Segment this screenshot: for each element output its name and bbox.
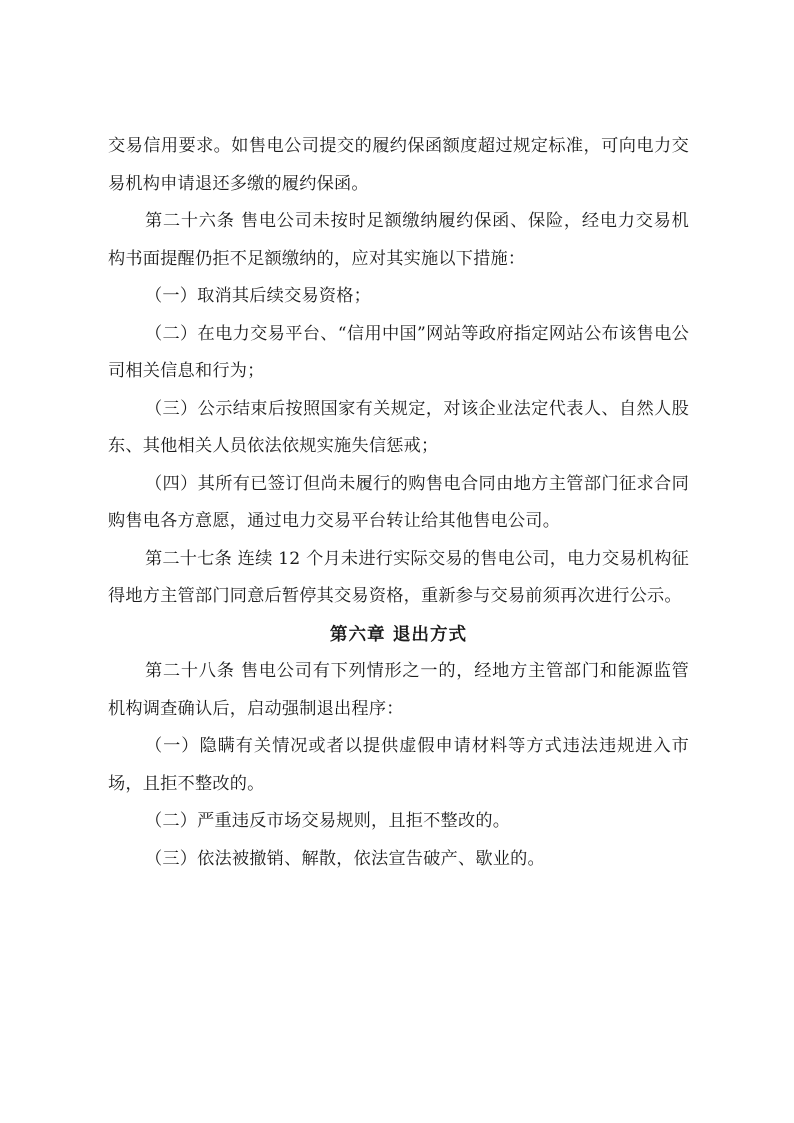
paragraph-article-26-item-3: （三）公示结束后按照国家有关规定，对该企业法定代表人、自然人股东、其他相关人员依法依规实施失信惩戒； xyxy=(108,398,689,456)
paragraph-article-27: 第二十七条 连续 12 个月未进行实际交易的售电公司，电力交易机构征得地方主管部门同意后暂停其交易资格，重新参与交易前须再次进行公示。 xyxy=(108,548,689,606)
paragraph-article-28: 第二十八条 售电公司有下列情形之一的，经地方主管部门和能源监管机构调查确认后，启动强制退出程序： xyxy=(108,661,689,719)
paragraph-article-28-item-2: （二）严重违反市场交易规则，且拒不整改的。 xyxy=(144,811,511,831)
paragraph-article-26-item-2: （二）在电力交易平台、“信用中国”网站等政府指定网站公布该售电公司相关信息和行为； xyxy=(108,323,689,381)
paragraph-article-26: 第二十六条 售电公司未按时足额缴纳履约保函、保险，经电力交易机构书面提醒仍拒不足额缴纳的，应对其实施以下措施： xyxy=(108,211,689,269)
paragraph-article-26-item-1: （一）取消其后续交易资格； xyxy=(144,286,372,306)
chapter-heading: 第六章 退出方式 xyxy=(329,623,468,645)
paragraph-article-26-item-4: （四）其所有已签订但尚未履行的购售电合同由地方主管部门征求合同购售电各方意愿，通过电力交易平台转让给其他售电公司。 xyxy=(108,473,689,531)
document-body xyxy=(108,128,689,878)
paragraph-continued: 交易信用要求。如售电公司提交的履约保函额度超过规定标准，可向电力交易机构申请退还多缴的履约保函。 xyxy=(108,136,689,194)
paragraph-article-28-item-3: （三）依法被撤销、解散，依法宣告破产、歇业的。 xyxy=(144,848,545,869)
paragraph-article-28-item-1: （一）隐瞒有关情况或者以提供虚假申请材料等方式违法违规进入市场，且拒不整改的。 xyxy=(108,736,689,794)
